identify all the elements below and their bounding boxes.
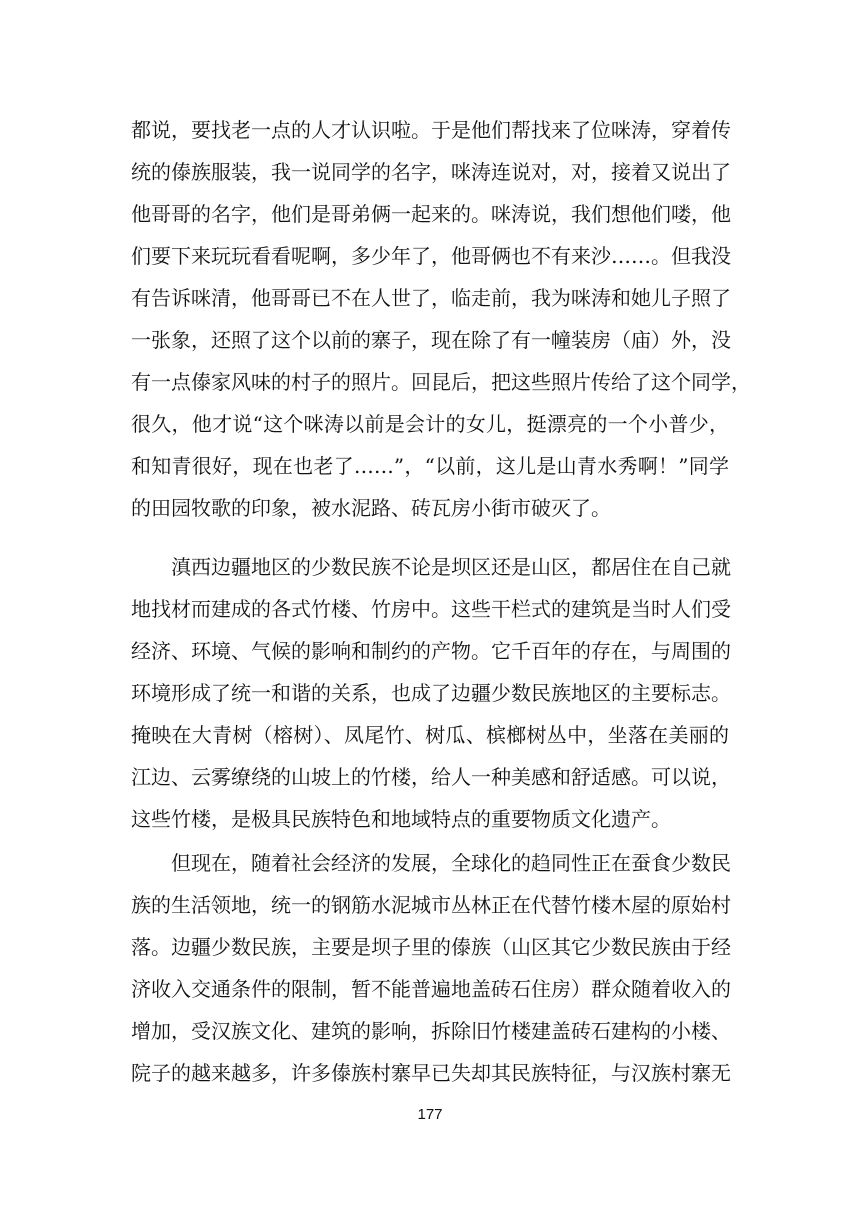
text-line: 环境形成了统一和谐的关系，也成了边疆少数民族地区的主要标志。 bbox=[131, 681, 731, 705]
text-line: 一张象，还照了这个以前的寨子，现在除了有一幢装房（庙）外，没 bbox=[131, 328, 731, 352]
text-line: 济收入交通条件的限制，暂不能普遍地盖砖石住房）群众随着收入的 bbox=[131, 977, 731, 1001]
text-line: 他哥哥的名字，他们是哥弟俩一起来的。咪涛说，我们想他们喽，他 bbox=[131, 202, 731, 226]
text-line: 很久，他才说“这个咪涛以前是会计的女儿，挺漂亮的一个小普少， bbox=[131, 412, 729, 436]
text-line: 掩映在大青树（榕树）、凤尾竹、树瓜、槟榔树丛中，坐落在美丽的 bbox=[131, 723, 729, 747]
text-line: 这些竹楼，是极具民族特色和地域特点的重要物质文化遗产。 bbox=[131, 807, 671, 831]
text-line: 落。边疆少数民族，主要是坝子里的傣族（山区其它少数民族由于经 bbox=[131, 935, 731, 959]
page-number: 177 bbox=[417, 1106, 443, 1123]
text-line: 和知青很好，现在也老了……”，“以前，这儿是山青水秀啊！”同学 bbox=[131, 454, 729, 478]
text-line: 都说，要找老一点的人才认识啦。于是他们帮找来了位咪涛，穿着传 bbox=[131, 118, 731, 142]
text-line: 的田园牧歌的印象，被水泥路、砖瓦房小街市破灭了。 bbox=[131, 496, 611, 520]
text-line: 滇西边疆地区的少数民族不论是坝区还是山区，都居住在自己就 bbox=[171, 555, 731, 579]
text-line: 们要下来玩玩看看呢啊，多少年了，他哥俩也不有来沙……。但我没 bbox=[131, 244, 731, 268]
text-line: 有告诉咪清，他哥哥已不在人世了，临走前，我为咪涛和她儿子照了 bbox=[131, 286, 731, 310]
text-line: 族的生活领地，统一的钢筋水泥城市丛林正在代替竹楼木屋的原始村 bbox=[131, 893, 731, 917]
text-line: 经济、环境、气候的影响和制约的产物。它千百年的存在，与周围的 bbox=[131, 639, 731, 663]
text-line: 江边、云雾缭绕的山坡上的竹楼，给人一种美感和舒适感。可以说， bbox=[131, 765, 731, 789]
text-line: 地找材而建成的各式竹楼、竹房中。这些干栏式的建筑是当时人们受 bbox=[131, 597, 731, 621]
text-line: 但现在，随着社会经济的发展，全球化的趋同性正在蚕食少数民 bbox=[171, 851, 731, 875]
text-line: 统的傣族服装，我一说同学的名字，咪涛连说对，对，接着又说出了 bbox=[131, 160, 731, 184]
text-line: 院子的越来越多，许多傣族村寨早已失却其民族特征，与汉族村寨无 bbox=[131, 1061, 731, 1085]
text-line: 有一点傣家风味的村子的照片。回昆后，把这些照片传给了这个同学， bbox=[131, 370, 751, 394]
text-line: 增加，受汉族文化、建筑的影响，拆除旧竹楼建盖砖石建构的小楼、 bbox=[131, 1019, 731, 1043]
